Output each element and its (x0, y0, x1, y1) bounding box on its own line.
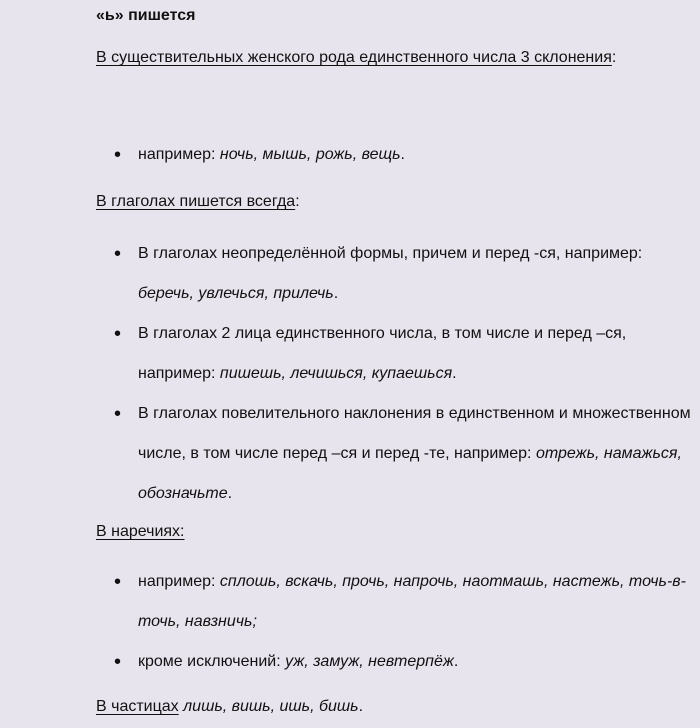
list-item (138, 135, 698, 175)
item-end: . (227, 485, 233, 502)
heading-end: . (358, 698, 364, 715)
item-examples: уж, замуж, невтерпёж (285, 653, 454, 670)
list-item (138, 394, 698, 514)
item-text: например: (138, 573, 220, 590)
list-adverbs (96, 562, 698, 682)
heading-text: В частицах (96, 698, 179, 715)
list-item (138, 562, 698, 642)
item-end: . (453, 653, 459, 670)
heading-text: В глаголах пишется всегда (96, 193, 296, 210)
heading-text: В наречиях: (96, 523, 185, 540)
item-examples: отрежь, намажься, обозначьте (138, 445, 682, 502)
list-item (138, 642, 698, 682)
item-examples: беречь, увлечься, прилечь (138, 285, 334, 302)
item-text: В глаголах неопределённой формы, причем и перед -ся, например: (138, 245, 643, 262)
heading-suffix: : (295, 193, 300, 210)
item-end: . (400, 146, 405, 163)
item-text: В глаголах повелительного наклонения в единственном и множественном числе, в том числе перед –ся и перед -те, например: (138, 405, 691, 462)
section-heading-nouns (96, 37, 656, 79)
section-heading-verbs (96, 181, 656, 223)
item-end: . (333, 285, 339, 302)
heading-text: В существительных женского рода единственного числа 3 склонения (96, 49, 612, 66)
item-text: В глаголах 2 лица единственного числа, в том числе и перед –ся, например: (138, 325, 627, 382)
list-nouns (96, 135, 698, 175)
section-heading-particles (96, 686, 656, 728)
list-item (138, 314, 698, 394)
heading-suffix: : (611, 49, 617, 66)
section-heading-adverbs (96, 511, 656, 553)
list-verbs (96, 234, 698, 514)
item-end: . (452, 365, 457, 382)
item-examples: пишешь, лечишься, купаешься (219, 365, 453, 382)
item-examples: сплошь, вскачь, прочь, напрочь, наотмашь, настежь, точь-в-точь, навзничь; (138, 573, 686, 630)
item-examples: ночь, мышь, рожь, вещь (219, 146, 401, 163)
list-item (138, 234, 698, 314)
page-title: «ь» пишется (96, 7, 196, 24)
item-text: кроме исключений: (138, 653, 286, 670)
particle-examples: лишь, вишь, ишь, бишь (183, 698, 359, 715)
item-text: например: (138, 146, 220, 163)
